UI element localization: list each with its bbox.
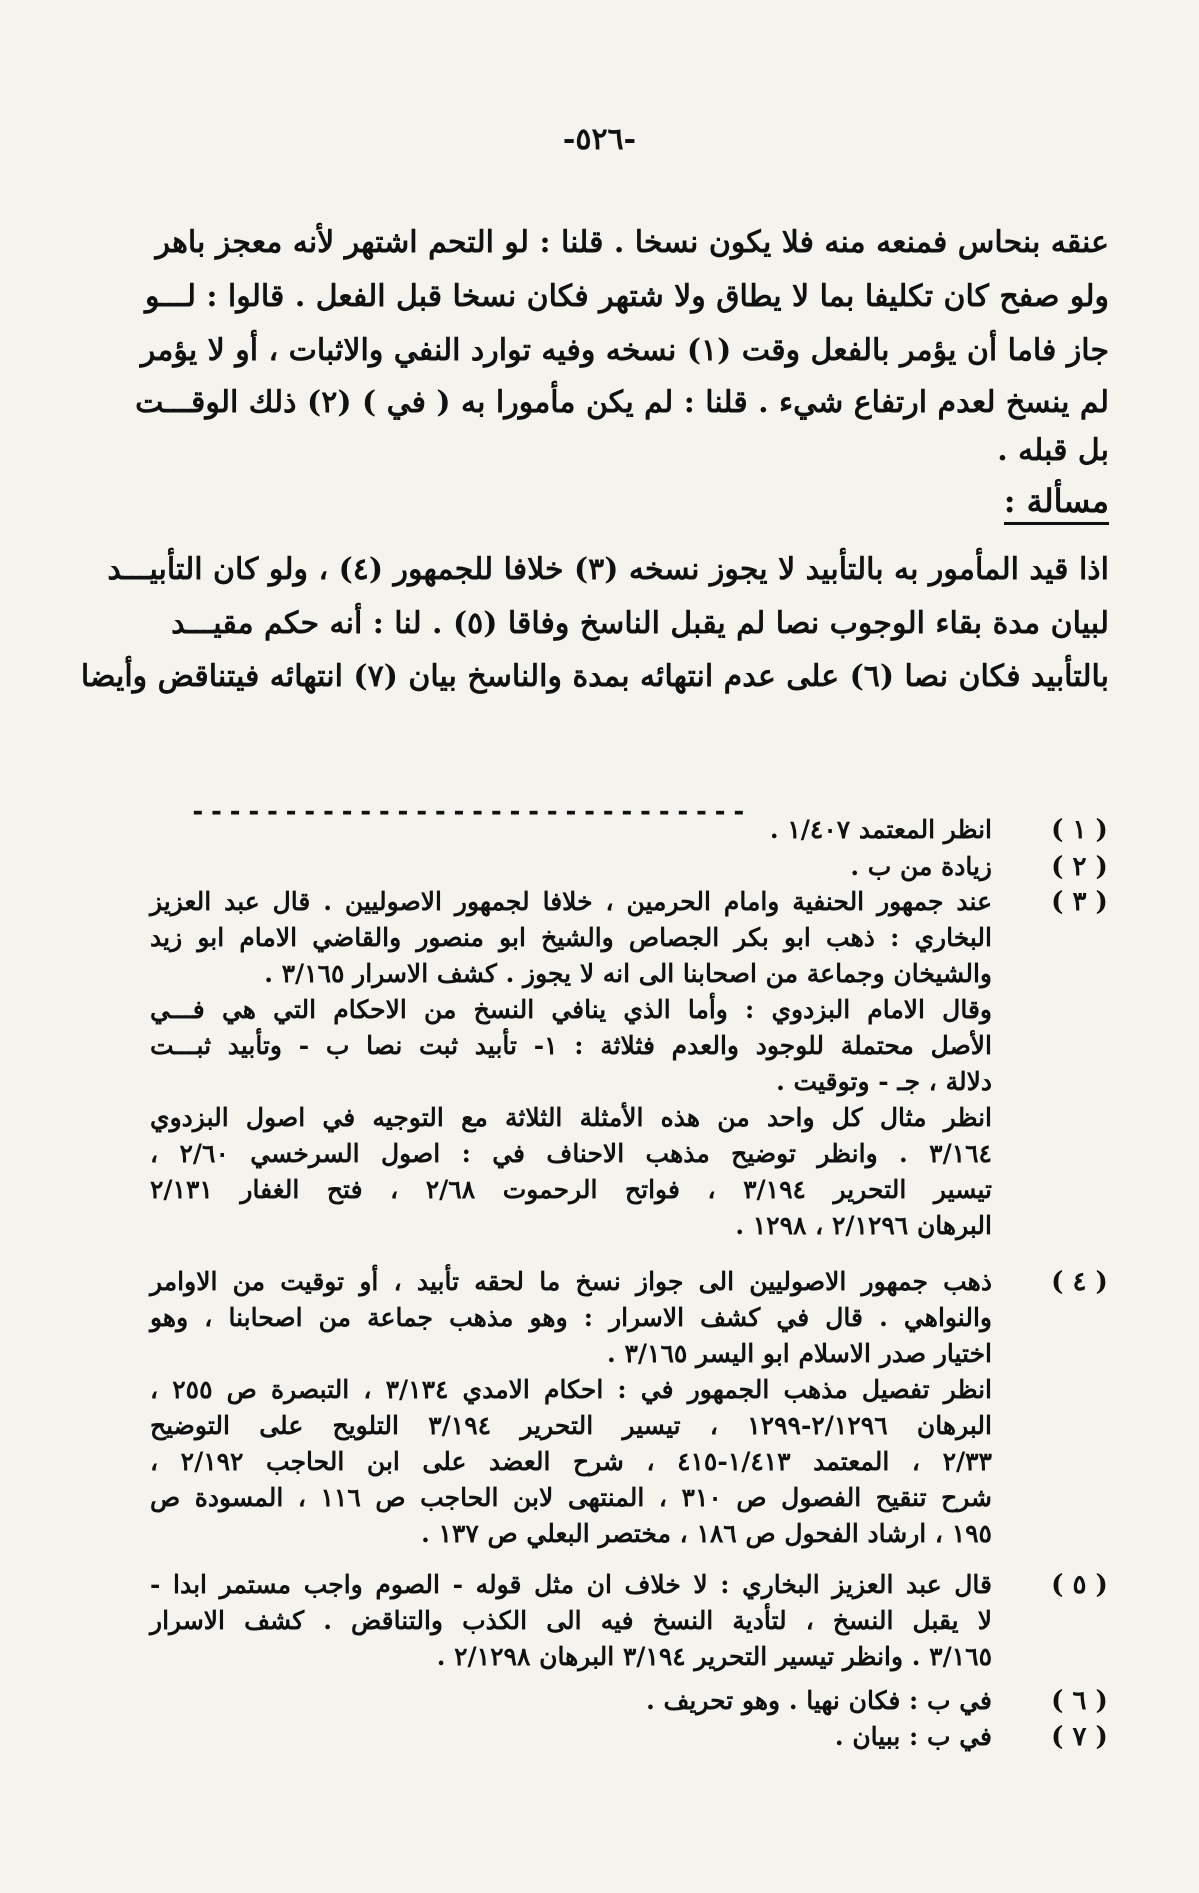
footnote-line: انظر تفصيل مذهب الجمهور في : احكام الامدي ٣/١٣٤ ، التبصرة ص ٢٥٥ ،: [150, 1375, 992, 1404]
body-line: ولو صفح كان تكليفا بما لا يطاق ولا شتهر فكان نسخا قبل الفعل . قالوا : لـــو: [144, 279, 1109, 314]
footnote-number: ( ٢ ): [1051, 852, 1108, 882]
footnote-line: زيادة من ب .: [850, 852, 992, 881]
footnote-line: عند جمهور الحنفية وامام الحرمين ، خلافا لجمهور الاصوليين . قال عبد العزيز: [150, 887, 992, 916]
footnote-line: ٢/٣٣ ، المعتمد ١/٤١٣-٤١٥ ، شرح العضد على ابن الحاجب ٢/١٩٢ ،: [150, 1447, 992, 1476]
footnote-number: ( ٤ ): [1051, 1267, 1108, 1297]
body-line: اذا قيد المأمور به بالتأبيد لا يجوز نسخه (٣) خلافا للجمهور (٤) ، ولو كان التأبيـــد: [107, 552, 1109, 587]
footnote-number: ( ٦ ): [1051, 1686, 1108, 1716]
footnote-line: البرهان ٢/١٢٩٦-١٢٩٩ ، تيسير التحرير ٣/١٩٤ التلويح على التوضيح: [150, 1411, 992, 1440]
footnote-line: وقال الامام البزدوي : وأما الذي ينافي النسخ من الاحكام التي هي فـــي: [150, 995, 992, 1024]
footnote-number: ( ٧ ): [1051, 1722, 1108, 1752]
body-line: بل قبله .: [997, 433, 1109, 468]
section-heading: مسألة :: [1004, 482, 1109, 525]
footnote-line: قال عبد العزيز البخاري : لا خلاف ان مثل قوله - الصوم واجب مستمر ابدا -: [150, 1570, 992, 1599]
footnote-separator: ------------------------------: [190, 797, 750, 827]
footnote-line: ذهب جمهور الاصوليين الى جواز نسخ ما لحقه تأبيد ، أو توقيت من الاوامر: [150, 1267, 992, 1296]
footnote-line: والشيخان وجماعة من اصحابنا الى انه لا يجوز . كشف الاسرار ٣/١٦٥ .: [264, 959, 992, 988]
footnote-line: لا يقبل النسخ ، لتأدية النسخ فيه الى الكذب والتناقض . كشف الاسرار: [150, 1606, 992, 1635]
body-line: عنقه بنحاس فمنعه منه فلا يكون نسخا . قلنا : لو التحم اشتهر لأنه معجز باهر: [155, 225, 1109, 260]
footnote-line: شرح تنقيح الفصول ص ٣١٠ ، المنتهى لابن الحاجب ص ١١٦ ، المسودة ص: [150, 1483, 992, 1512]
body-line: جاز فاما أن يؤمر بالفعل وقت (١) نسخه وفيه توارد النفي والاثبات ، أو لا يؤمر: [140, 333, 1109, 368]
footnote-line: انظر مثال كل واحد من هذه الأمثلة الثلاثة مع التوجيه في اصول البزدوي: [150, 1103, 992, 1132]
body-line: بالتأبيد فكان نصا (٦) على عدم انتهائه بمدة والناسخ بيان (٧) انتهائه فيتناقض وأيضا: [80, 659, 1109, 694]
footnote-line: في ب : ببيان .: [834, 1722, 992, 1751]
footnote-line: اختيار صدر الاسلام ابو اليسر ٣/١٦٥ .: [607, 1339, 992, 1368]
footnote-line: دلالة ، جـ - وتوقيت .: [776, 1067, 992, 1096]
footnote-number: ( ١ ): [1051, 815, 1108, 845]
footnote-line: والنواهي . قال في كشف الاسرار : وهو مذهب جماعة من اصحابنا ، وهو: [150, 1303, 992, 1332]
footnote-line: البخاري : ذهب ابو بكر الجصاص والشيخ ابو منصور والقاضي الامام ابو زيد: [150, 923, 992, 952]
footnote-line: في ب : فكان نهيا . وهو تحريف .: [646, 1686, 992, 1715]
footnote-line: ٣/١٦٥ . وانظر تيسير التحرير ٣/١٩٤ البرهان ٢/١٢٩٨ .: [436, 1642, 992, 1671]
footnote-line: انظر المعتمد ١/٤٠٧ .: [769, 815, 992, 844]
body-line: لم ينسخ لعدم ارتفاع شيء . قلنا : لم يكن مأمورا به ( في ) (٢) ذلك الوقـــت: [135, 385, 1109, 420]
footnote-line: ٣/١٦٤ . وانظر توضيح مذهب الاحناف في : اصول السرخسي ٢/٦٠ ،: [150, 1139, 992, 1168]
page-number: -٥٢٦-: [562, 122, 637, 157]
footnote-number: ( ٣ ): [1051, 887, 1108, 917]
footnote-line: الأصل محتملة للوجود والعدم فثلاثة : ١- تأبيد ثبت نصا ب - وتأبيد ثبـــت: [150, 1031, 992, 1060]
footnote-line: ١٩٥ ، ارشاد الفحول ص ١٨٦ ، مختصر البعلي ص ١٣٧ .: [421, 1519, 992, 1548]
footnote-line: البرهان ٢/١٢٩٦ ، ١٢٩٨ .: [735, 1211, 992, 1240]
footnote-line: تيسير التحرير ٣/١٩٤ ، فواتح الرحموت ٢/٦٨ ، فتح الغفار ٢/١٣١: [150, 1175, 993, 1204]
body-line: لبيان مدة بقاء الوجوب نصا لم يقبل الناسخ وفاقا (٥) . لنا : أنه حكم مقيـــد: [171, 606, 1109, 641]
footnote-number: ( ٥ ): [1051, 1570, 1108, 1600]
